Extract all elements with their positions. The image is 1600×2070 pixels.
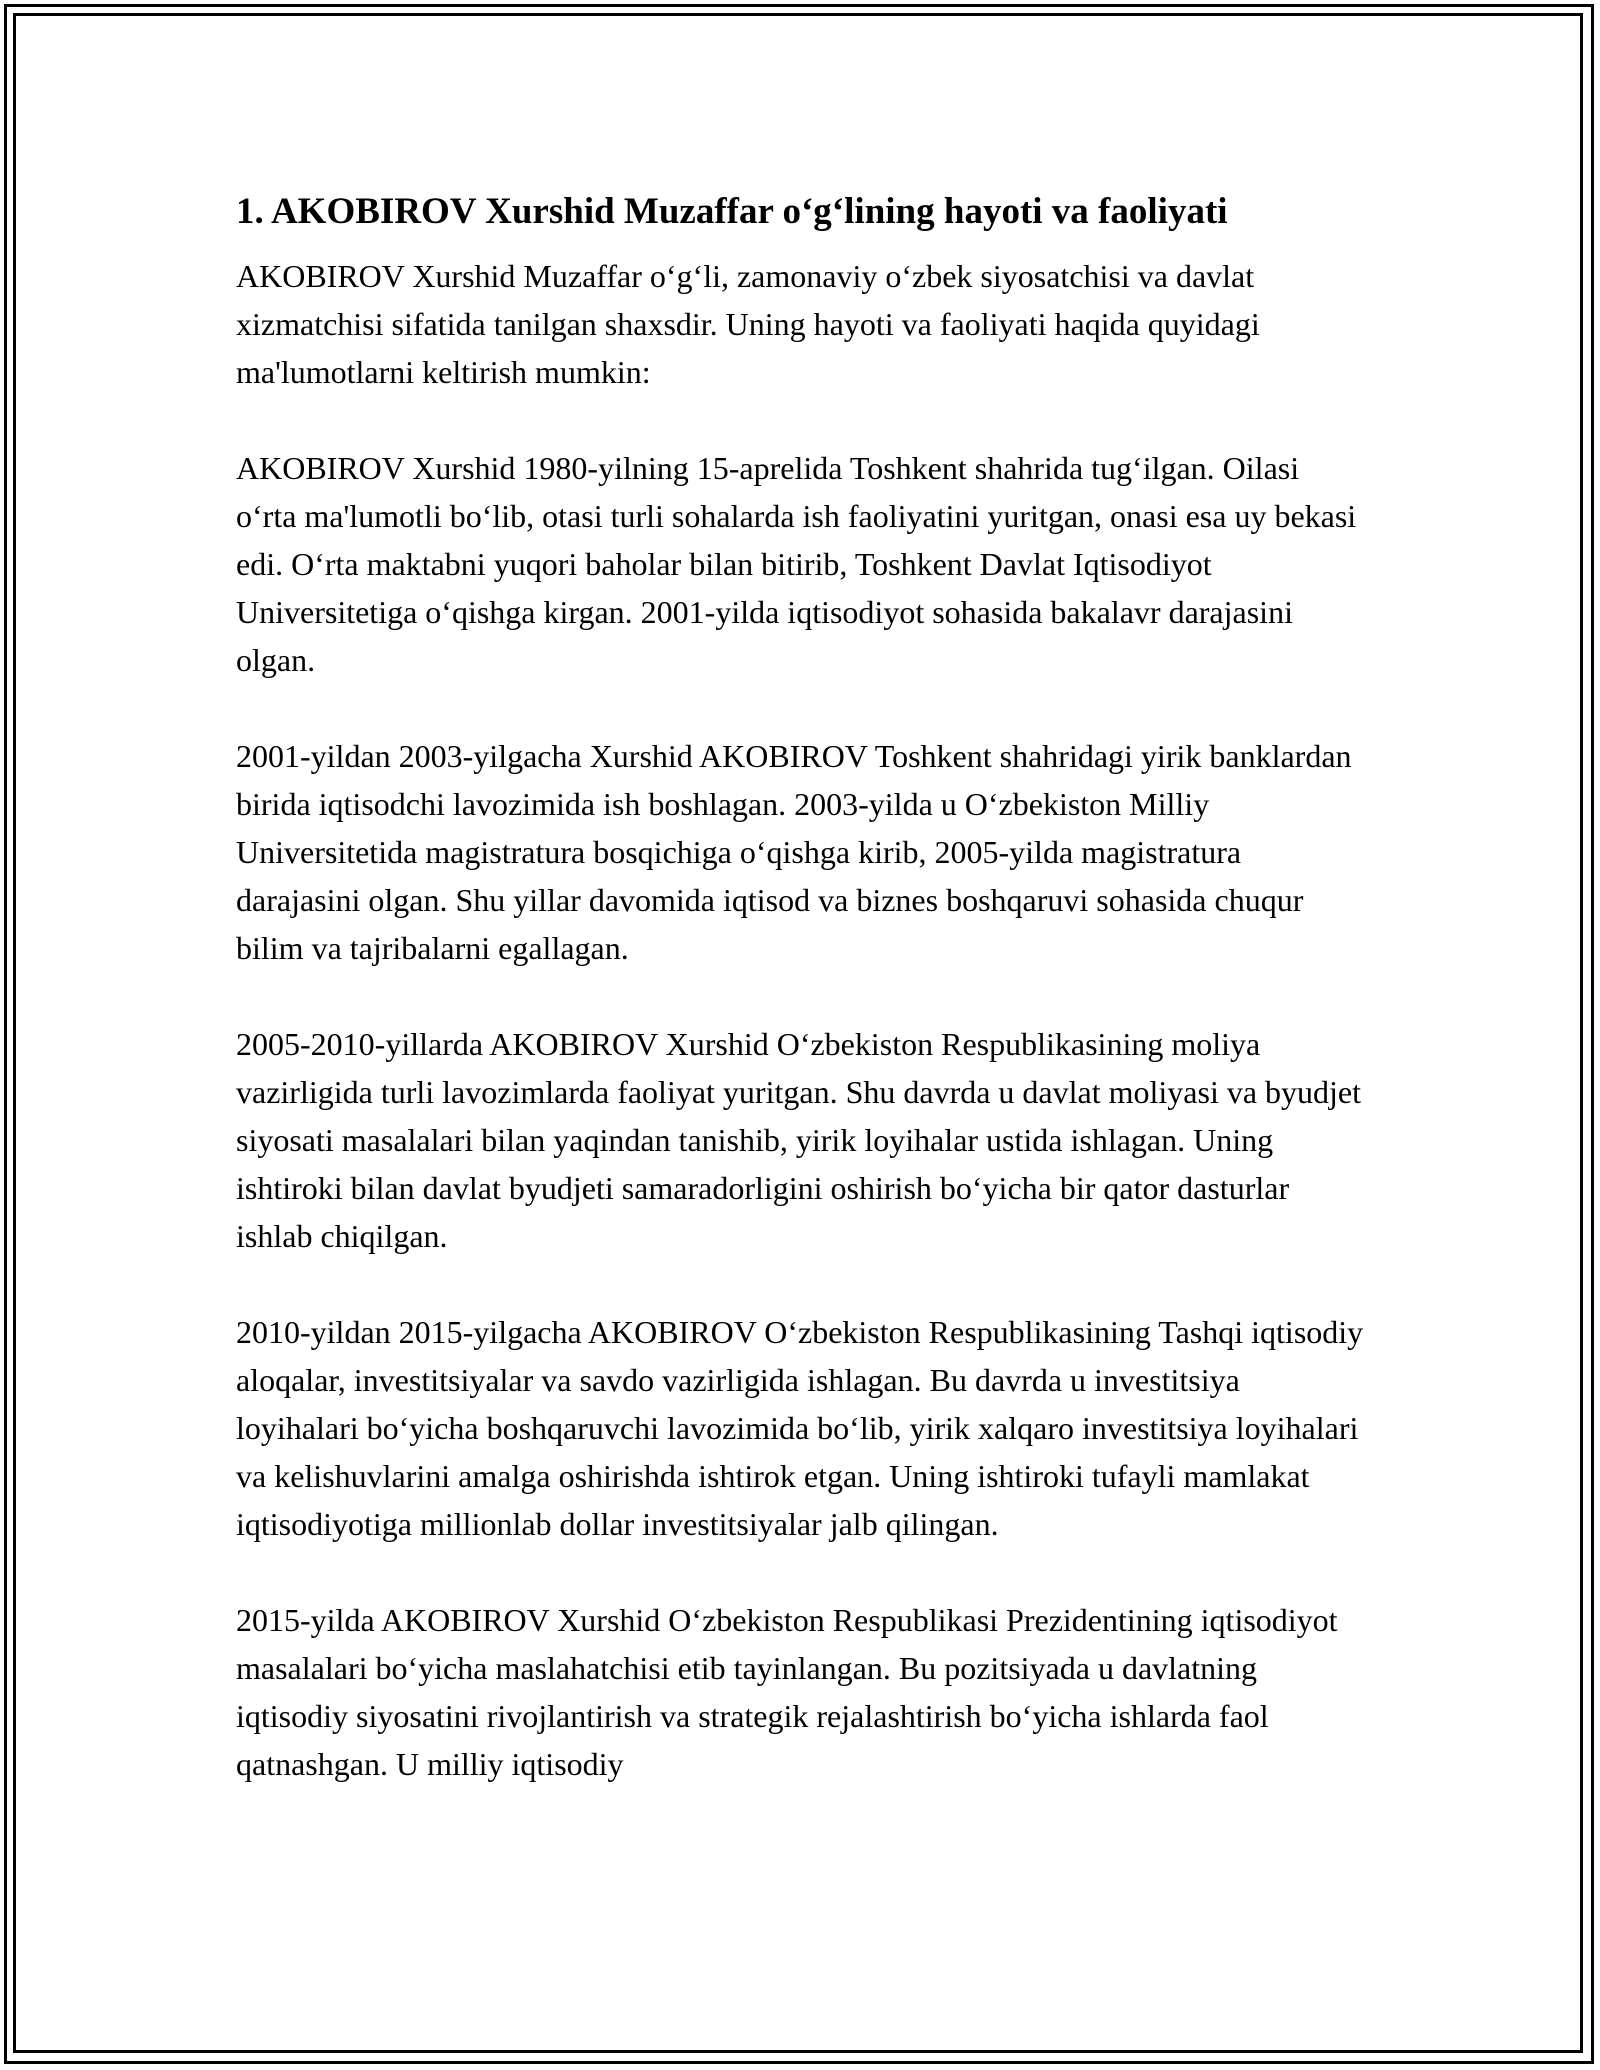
paragraph-early-life: AKOBIROV Xurshid 1980-yilning 15-aprelida Toshkent shahrida tug‘ilgan. Oilasi o‘rta ma'lumotli bo‘lib, otasi turli sohalarda ish faoliyatini yuritgan, onasi esa uy bekasi edi. O‘rta maktabni yuqori baholar bilan bitirib, Toshkent Davlat Iqtisodiyot Universitetiga o‘qishga kirgan. 2001-yilda iqtisodiyot sohasida bakalavr darajasini olgan. [236, 450, 1357, 678]
document-body [236, 186, 1366, 1836]
paragraph-intro: AKOBIROV Xurshid Muzaffar o‘g‘li, zamonaviy o‘zbek siyosatchisi va davlat xizmatchisi sifatida tanilgan shaxsdir. Uning hayoti va faoliyati haqida quyidagi ma'lumotlarni keltirish mumkin: [236, 258, 1260, 390]
paragraph-investment-ministry: 2010-yildan 2015-yilgacha AKOBIROV O‘zbekiston Respublikasining Tashqi iqtisodiy aloqalar, investitsiyalar va savdo vazirligida ishlagan. Bu davrda u investitsiya loyihalari bo‘yicha boshqaruvchi lavozimida bo‘lib, yirik xalqaro investitsiya loyihalari va kelishuvlarini amalga oshirishda ishtirok etgan. Uning ishtiroki tufayli mamlakat iqtisodiyotiga millionlab dollar investitsiyalar jalb qilingan. [236, 1314, 1364, 1542]
paragraph-finance-ministry: 2005-2010-yillarda AKOBIROV Xurshid O‘zbekiston Respublikasining moliya vazirligida turli lavozimlarda faoliyat yuritgan. Shu davrda u davlat moliyasi va byudjet siyosati masalalari bilan yaqindan tanishib, yirik loyihalar ustida ishlagan. Uning ishtiroki bilan davlat byudjeti samaradorligini oshirish bo‘yicha bir qator dasturlar ishlab chiqilgan. [236, 1026, 1362, 1254]
paragraph-presidential-advisor: 2015-yilda AKOBIROV Xurshid O‘zbekiston Respublikasi Prezidentining iqtisodiyot masalalari bo‘yicha maslahatchisi etib tayinlangan. Bu pozitsiyada u davlatning iqtisodiy siyosatini rivojlantirish va strategik rejalashtirish bo‘yicha ishlarda faol qatnashgan. U milliy iqtisodiy [236, 1602, 1338, 1782]
document-heading: 1. AKOBIROV Xurshid Muzaffar o‘g‘lining hayoti va faoliyati [236, 191, 1228, 232]
paragraph-banking-career: 2001-yildan 2003-yilgacha Xurshid AKOBIROV Toshkent shahridagi yirik banklardan birida iqtisodchi lavozimida ish boshlagan. 2003-yilda u O‘zbekiston Milliy Universitetida magistratura bosqichiga o‘qishga kirib, 2005-yilda magistratura darajasini olgan. Shu yillar davomida iqtisod va biznes boshqaruvi sohasida chuqur bilim va tajribalarni egallagan. [236, 738, 1352, 966]
